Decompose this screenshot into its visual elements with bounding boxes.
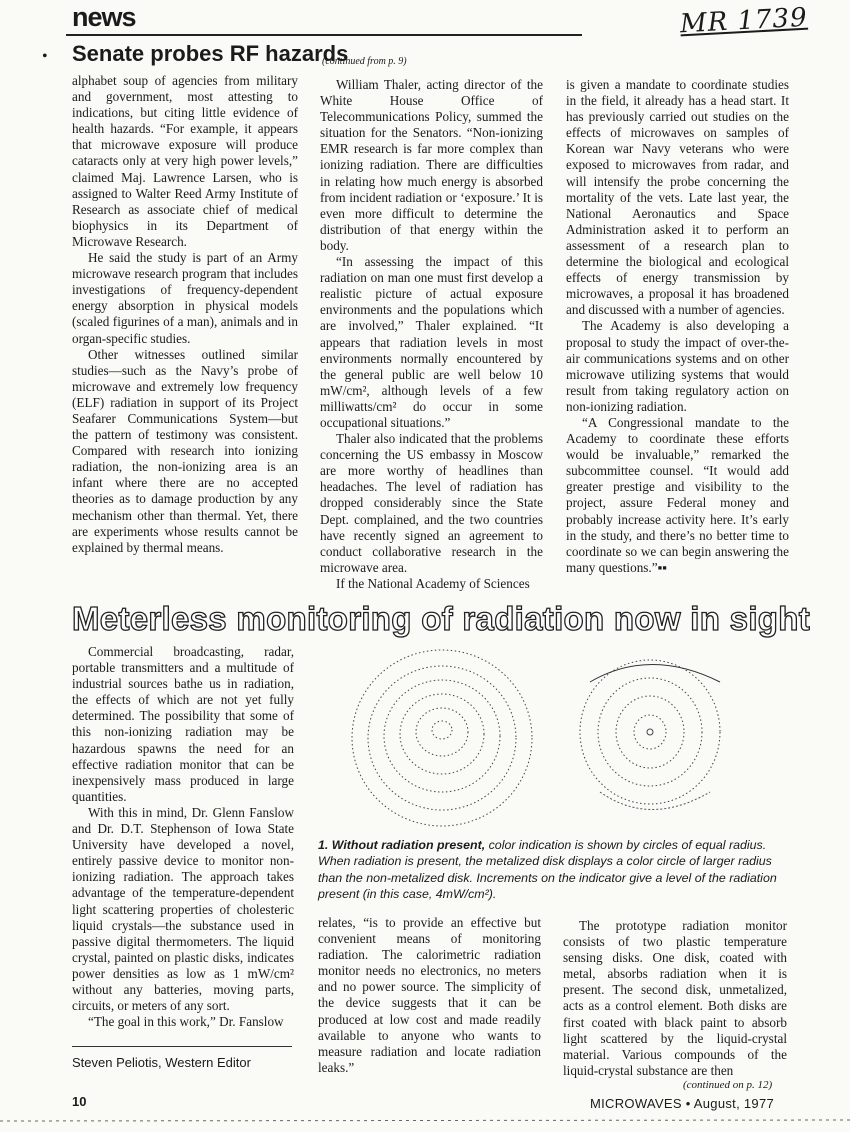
paragraph: is given a mandate to coordinate studies in the field, it already has a head start. It has previously carried out studies on the effects of microwaves on samples of Korean war Navy veterans who were exposed to microwaves from radar, and will intensify the probe concerning the mortality of the vets. Late last year, the National Aeronautics and Space Administration asked it to perform an assessment of a research plan to determine the biological and ecological effects of energy transmission by microwaves, a proposal it has broadened and discussed with a number of agencies. [566,77,789,318]
caption-lead: 1. Without radiation present, [318,838,486,852]
paragraph: William Thaler, acting director of the White House Office of Telecommunications Policy, summed the situation for the Senators. “Non-ionizing EMR research is far more complex than ionizing radiation. There are difficulties in relating how much energy is absorbed from incident radiation or ‘exposure.’ It is even more difficult to determine the distribution of that energy within the body. [320,77,543,253]
disks-illustration [330,642,800,832]
paragraph: With this in mind, Dr. Glenn Fanslow and Dr. D.T. Stephenson of Iowa State University have developed a novel, entirely passive device to monitor non-ionizing radiation. The approach takes advantage of the temperature-dependent light scattering properties of cholesteric liquid crystals—the substance used in passive digital thermometers. The liquid crystal, painted on plastic disks, indicates power densities as low as 1 mW/cm² without any batteries, moving parts, circuits, or meters of any sort. [72,804,294,1014]
paragraph: Other witnesses outlined similar studies—such as the Navy’s probe of microwave and extremely low frequency (ELF) radiation in support of its Project Seafarer Communications System—but the pattern of testimony was consistent. Compared with research into ionizing radiation, the non-ionizing area is an infant where there are no accepted theories as to damage production by any mechanism other than thermal. Yet, there are experiments whose results cannot be explained by thermal means. [72,346,298,555]
caption-text: color indication is shown by circles of equal radius. When radiation is present, the metalized disk displays a color circle of larger radius than the non-metalized disk. Increments on the indicator give a level of the radiation present (in this case, 4mW/cm²). [318,838,777,901]
article1-headline: Senate probes RF hazards [72,41,349,66]
article1-column-3 [566,77,789,576]
article2-column-2 [318,915,541,1076]
control-disk [580,660,720,804]
paragraph: relates, “is to provide an effective but convenient means of monitoring radiation. The calorimetric radiation monitor needs no electronics, no meters and no power source. The simplicity of the device suggests that it can be produced at low cost and made readily available to anyone who wants to measure radiation and locate radiation leaks.” [318,915,541,1075]
paragraph: He said the study is part of an Army microwave research program that includes investigations of frequency-dependent energy absorption in physical models (scaled figurines of a man), animals and in organ-specific studies. [72,250,298,346]
paragraph: Commercial broadcasting, radar, portable transmitters and a multitude of industrial sources bathe us in radiation, the effects of which are not yet fully determined. The possibility that some of this non-ionizing radiation may be hazardous spawns the need for an effective radiation monitor that can be inexpensively mass produced in large quantities. [72,644,294,804]
article2-continued-on: (continued on p. 12) [683,1079,773,1091]
publication-footer: MICROWAVES • August, 1977 [590,1096,775,1111]
handwritten-note: MR 1739 [679,2,809,40]
paragraph: “In assessing the impact of this radiation on man one must first develop a realistic picture of actual exposure environments and the populations which are involved,” Thaler explained. “It appears that radiation levels in most environments normally encountered by the general public are well below 10 mW/cm², although levels of a few milliwatts/cm² do occur in some occupational situations.” [320,254,543,430]
article2-headline: Meterless monitoring of radiation now in sight [72,600,810,637]
article2-column-3 [563,918,787,1079]
article1-column-2 [320,77,543,592]
margin-bullet: • [42,48,48,65]
paragraph: “The goal in this work,” Dr. Fanslow [88,1014,284,1030]
byline-rule [72,1046,292,1047]
byline: Steven Peliotis, Western Editor [72,1055,251,1070]
article1-continued-from: (continued from p. 9) [322,56,407,67]
scan-edge-noise [0,1118,850,1124]
metalized-disk [352,650,532,826]
section-label: news [72,2,136,32]
paragraph: The prototype radiation monitor consists of two plastic temperature sensing disks. One disk, coated with metal, absorbs radiation when it is present. The second disk, unmetalized, acts as a control element. Both disks are first coated with black paint to absorb light scattered by the liquid-crystal material. Various compounds of the liquid-crystal substance are then [563,918,787,1078]
page-number: 10 [72,1094,87,1109]
article1-column-1 [72,73,298,556]
paragraph: alphabet soup of agencies from military and government, most attesting to indications, but citing little evidence of health hazards. “For example, it appears that microwave exposure will produce cataracts only at very high power levels,” claimed Maj. Lawrence Larsen, who is assigned to Walter Reed Army Institute of Research as associate chief of medical biophysics in its Department of Microwave Research. [72,73,298,249]
paragraph: The Academy is also developing a proposal to study the impact of over-the-air communications systems and on other microwave utilizing systems that would result from taking regulatory action on non-ionizing radiation. [566,318,789,414]
paragraph: If the National Academy of Sciences [336,575,530,591]
section-rule [66,34,582,36]
liquid-crystal-disks-figure [330,642,800,832]
article2-column-1 [72,644,294,1030]
figure-caption [318,837,792,902]
paragraph: “A Congressional mandate to the Academy to coordinate these efforts would be invaluable,” remarked the subcommittee counsel. “It would add greater prestige and visibility to the project, assure Federal money and probably increase activity here. It’s early in the study, and there’s no better time to coordinate so we can begin answering the many questions.”▪▪ [566,414,789,575]
paragraph: Thaler also indicated that the problems concerning the US embassy in Moscow are more worthy of headlines than headaches. The level of radiation has dropped considerably since the State Dept. complained, and the two countries have recently signed an agreement to conduct collaborative research in the microwave area. [320,431,543,575]
